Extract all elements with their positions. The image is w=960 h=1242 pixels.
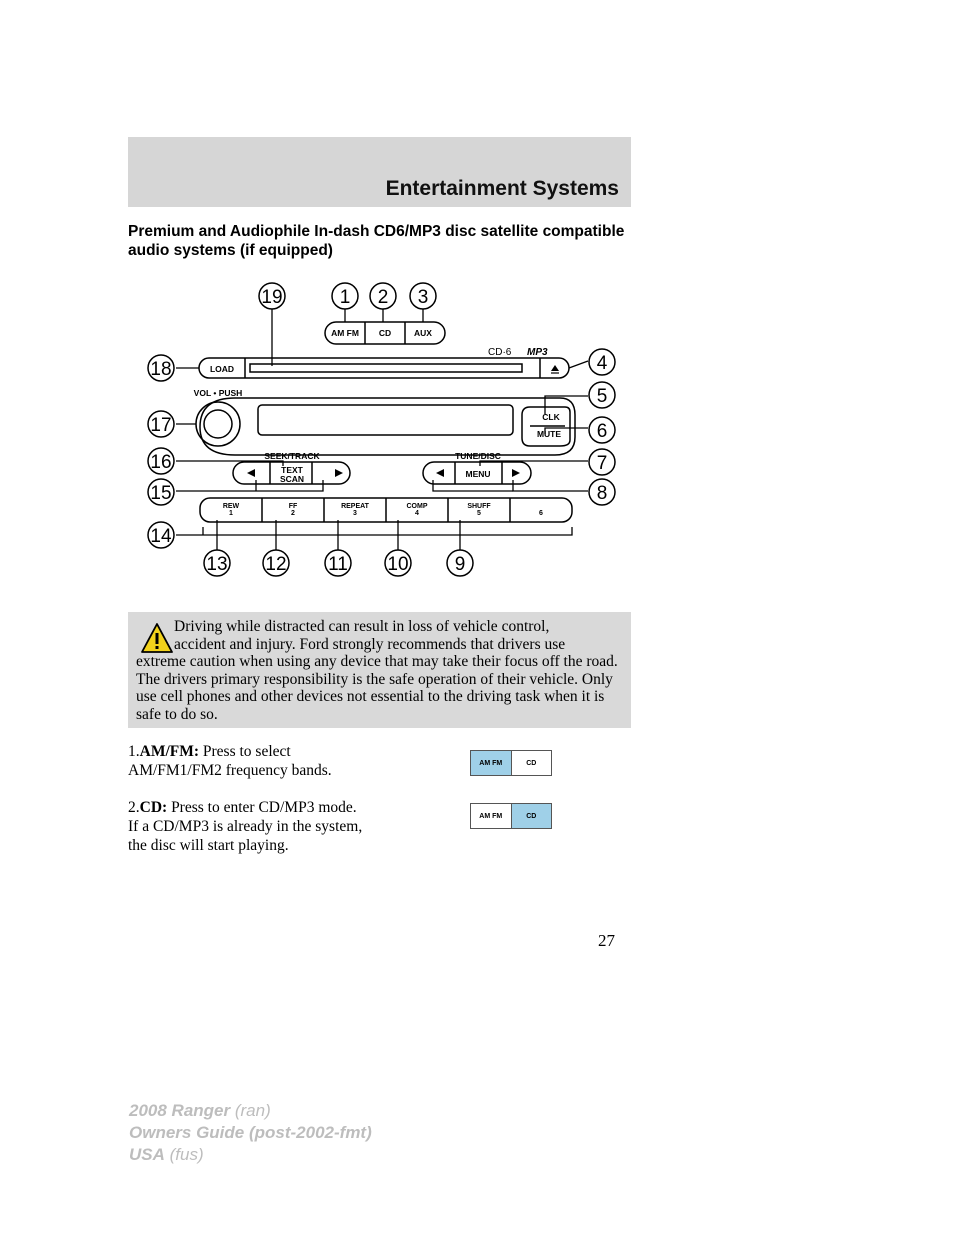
preset-1-num: 1 bbox=[229, 510, 233, 517]
item-cd bbox=[128, 798, 368, 855]
footer-model: 2008 Ranger bbox=[129, 1101, 231, 1120]
callout-17: 17 bbox=[150, 415, 172, 436]
footer bbox=[129, 1100, 372, 1166]
eject-icon bbox=[551, 365, 559, 371]
menu-label: MENU bbox=[465, 469, 491, 479]
amfm-label: AM FM bbox=[331, 328, 359, 338]
item-amfm bbox=[128, 742, 368, 780]
seek-label: SEEK/TRACK bbox=[264, 451, 320, 461]
tune-label: TUNE/DISC bbox=[455, 451, 501, 461]
item-2-text: Press to enter CD/MP3 mode. If a CD/MP3 is already in the system, the disc will start playing. bbox=[128, 799, 363, 854]
warning-rest: extreme caution when using any device that may take their focus off the road. The drivers primary responsibility is the safe operation of their vehicle. Only use cell phones and other devices not essential to the driving task when it is safe to do so. bbox=[136, 653, 618, 723]
clk-label: CLK bbox=[542, 412, 560, 422]
callout-5: 5 bbox=[596, 386, 608, 407]
item-1-text: Press to select AM/FM1/FM2 frequency bands. bbox=[128, 743, 332, 779]
vol-label: VOL • PUSH bbox=[193, 388, 243, 398]
callout-7: 7 bbox=[596, 453, 608, 474]
callout-12: 12 bbox=[265, 554, 287, 575]
callout-1: 1 bbox=[339, 287, 351, 308]
callout-8: 8 bbox=[596, 483, 608, 504]
section-title: Premium and Audiophile In-dash CD6/MP3 disc satellite compatible audio systems (if equipped) bbox=[128, 223, 625, 259]
radio-diagram bbox=[0, 0, 960, 600]
load-slot-panel bbox=[199, 358, 569, 378]
cd6-logo: CD·6 bbox=[488, 347, 512, 358]
preset-2-top: FF bbox=[288, 503, 298, 510]
callout-15: 15 bbox=[150, 483, 172, 504]
load-label: LOAD bbox=[209, 364, 235, 374]
callout-18: 18 bbox=[150, 359, 172, 380]
mini-cd-button-2: CD bbox=[511, 804, 552, 828]
callout-10: 10 bbox=[387, 554, 409, 575]
item-2-label: CD: bbox=[139, 799, 168, 816]
warning-line-2: accident and injury. Ford strongly recommends that drivers use bbox=[174, 635, 566, 653]
tune-left-arrow-icon bbox=[436, 469, 444, 477]
mini-cd-button: CD bbox=[511, 751, 552, 775]
mini-amfm-graphic bbox=[470, 750, 552, 776]
preset-4-num: 4 bbox=[415, 510, 419, 517]
preset-6-num: 6 bbox=[539, 510, 543, 517]
warning-box bbox=[128, 612, 631, 728]
preset-4-top: COMP bbox=[406, 503, 428, 510]
seek-right-arrow-icon bbox=[335, 469, 343, 477]
display-screen bbox=[258, 405, 513, 435]
mp3-logo: MP3 bbox=[527, 347, 548, 358]
header-title: Entertainment Systems bbox=[385, 177, 619, 200]
preset-3-top: REPEAT bbox=[341, 503, 369, 510]
tune-right-arrow-icon bbox=[512, 469, 520, 477]
callout-4: 4 bbox=[596, 353, 608, 374]
item-1-label: AM/FM: bbox=[139, 743, 200, 760]
seek-left-arrow-icon bbox=[247, 469, 255, 477]
preset-5-num: 5 bbox=[477, 510, 481, 517]
callout-19: 19 bbox=[261, 287, 283, 308]
warning-line-1: Driving while distracted can result in loss of vehicle control, bbox=[174, 618, 550, 635]
mini-cd-graphic bbox=[470, 803, 552, 829]
callout-3: 3 bbox=[417, 287, 429, 308]
preset-3-num: 3 bbox=[353, 510, 357, 517]
preset-5-top: SHUFF bbox=[467, 503, 491, 510]
warning-text bbox=[136, 618, 624, 724]
volume-knob bbox=[196, 402, 240, 446]
text-label: TEXT bbox=[281, 465, 303, 475]
callout-6: 6 bbox=[596, 421, 608, 442]
callout-14: 14 bbox=[150, 526, 172, 547]
item-1-number: 1. bbox=[128, 743, 140, 760]
footer-guide: Owners Guide (post-2002-fmt) bbox=[129, 1123, 372, 1142]
item-2-number: 2. bbox=[128, 799, 140, 816]
radio-faceplate bbox=[200, 398, 575, 455]
callout-13: 13 bbox=[206, 554, 228, 575]
callout-16: 16 bbox=[150, 452, 172, 473]
preset-1-top: REW bbox=[222, 503, 240, 510]
callout-11: 11 bbox=[328, 554, 348, 575]
page-number: 27 bbox=[598, 931, 615, 950]
mini-amfm-button: AM FM bbox=[471, 751, 511, 775]
preset-2-num: 2 bbox=[291, 510, 295, 517]
footer-model-code: (ran) bbox=[234, 1101, 271, 1120]
footer-region-code: (fus) bbox=[169, 1145, 204, 1164]
mini-amfm-button-2: AM FM bbox=[479, 812, 503, 820]
mute-label: MUTE bbox=[536, 429, 562, 439]
aux-label: AUX bbox=[414, 328, 432, 338]
callout-2: 2 bbox=[377, 287, 389, 308]
footer-region: USA bbox=[129, 1145, 165, 1164]
callout-9: 9 bbox=[454, 554, 466, 575]
cd-label: CD bbox=[378, 328, 392, 338]
scan-label: SCAN bbox=[279, 474, 305, 484]
